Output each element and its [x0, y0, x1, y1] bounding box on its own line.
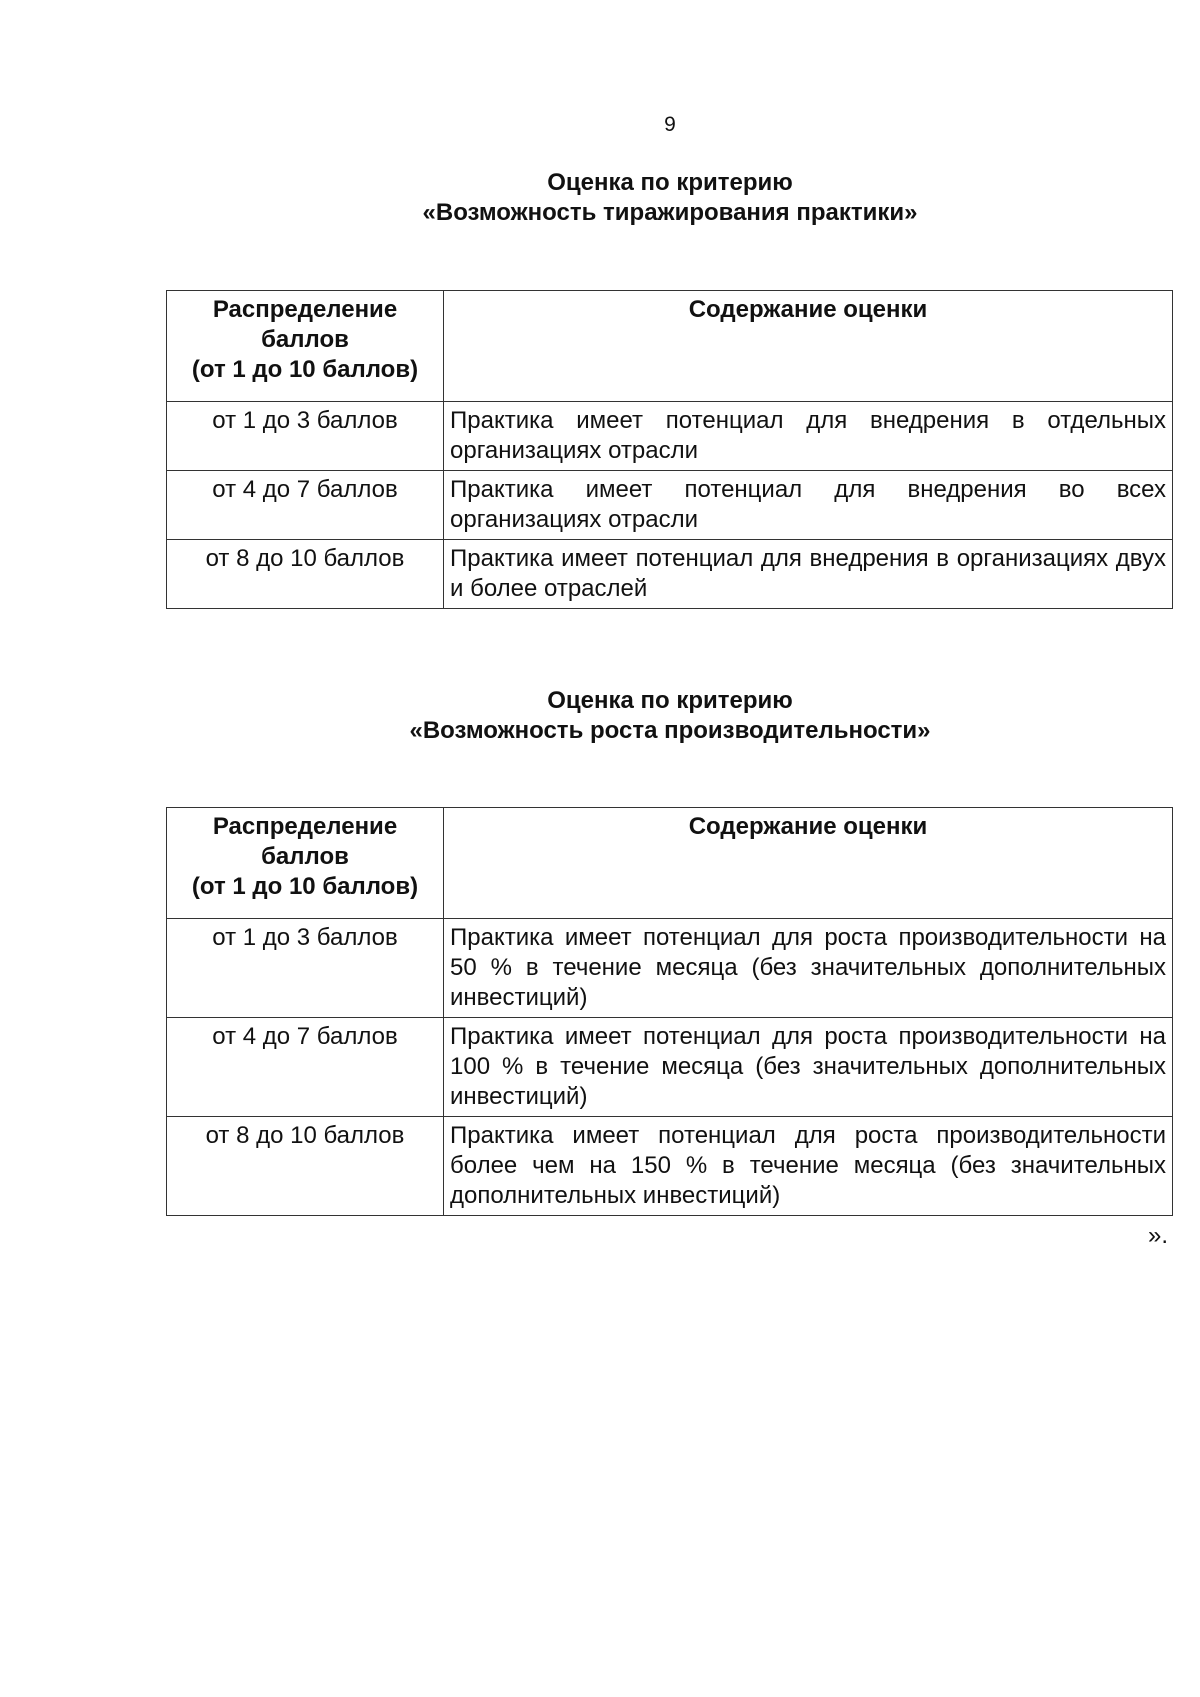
- table-header-row: [167, 291, 1173, 402]
- section-title-line2: «Возможность роста производительности»: [409, 717, 931, 744]
- table-row: [167, 919, 1173, 1018]
- section-title-line1: Оценка по критерию: [547, 687, 793, 714]
- header-score-line1: Распределение: [212, 813, 398, 840]
- header-score-line1: Распределение: [212, 296, 398, 323]
- header-score-line3: (от 1 до 10 баллов): [191, 873, 419, 900]
- header-score-line2: баллов: [261, 843, 349, 870]
- table-header-row: [167, 808, 1173, 919]
- table-row: [167, 402, 1173, 471]
- section-title-line2: «Возможность тиражирования практики»: [422, 199, 918, 226]
- section-title-line1: Оценка по критерию: [547, 169, 793, 196]
- description-cell: Практика имеет потенциал для роста производительности более чем на 150 % в течение месяца (без значительных дополнительных инвестиций): [444, 1117, 1173, 1216]
- description-cell: Практика имеет потенциал для внедрения во всех организациях отрасли: [444, 471, 1173, 540]
- score-range-cell: от 1 до 3 баллов: [167, 919, 444, 1018]
- closing-quote-mark: ».: [1148, 1222, 1169, 1249]
- header-evaluation-content: Содержание оценки: [444, 291, 1173, 402]
- score-range-cell: от 4 до 7 баллов: [167, 1018, 444, 1117]
- description-cell: Практика имеет потенциал для роста производительности на 100 % в течение месяца (без значительных дополнительных инвестиций): [444, 1018, 1173, 1117]
- description-cell: Практика имеет потенциал для роста производительности на 50 % в течение месяца (без значительных дополнительных инвестиций): [444, 919, 1173, 1018]
- score-range-cell: от 8 до 10 баллов: [167, 1117, 444, 1216]
- table-row: [167, 1117, 1173, 1216]
- criteria-table-replication: [166, 290, 1173, 609]
- header-evaluation-content: Содержание оценки: [444, 808, 1173, 919]
- table-row: [167, 1018, 1173, 1117]
- header-score-line2: баллов: [261, 326, 349, 353]
- header-score-distribution: [167, 808, 444, 919]
- table-row: [167, 471, 1173, 540]
- section-title-replication: [0, 168, 1200, 228]
- header-score-line3: (от 1 до 10 баллов): [191, 356, 419, 383]
- page-number: 9: [664, 113, 676, 136]
- criteria-table-productivity: [166, 807, 1173, 1216]
- score-range-cell: от 1 до 3 баллов: [167, 402, 444, 471]
- section-title-productivity: [0, 686, 1200, 746]
- table-row: [167, 540, 1173, 609]
- header-score-distribution: [167, 291, 444, 402]
- description-cell: Практика имеет потенциал для внедрения в отдельных организациях отрасли: [444, 402, 1173, 471]
- score-range-cell: от 4 до 7 баллов: [167, 471, 444, 540]
- description-cell: Практика имеет потенциал для внедрения в организациях двух и более отраслей: [444, 540, 1173, 609]
- score-range-cell: от 8 до 10 баллов: [167, 540, 444, 609]
